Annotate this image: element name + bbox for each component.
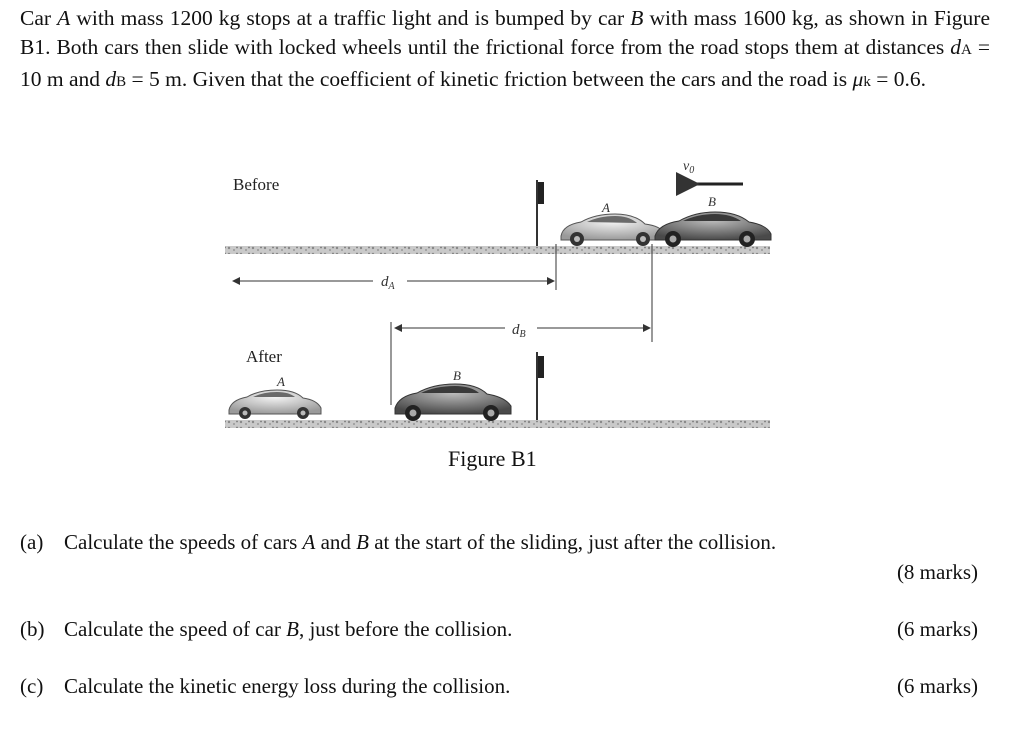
figure-b1: [215, 150, 785, 450]
marks-b: (6 marks): [896, 617, 978, 641]
traffic-light-before: [537, 180, 544, 246]
question-b: (b) Calculate the speed of car B, just before the collision.: [20, 617, 513, 641]
question-a: (a) Calculate the speeds of cars A and B at the start of the sliding, just after the collision.: [20, 530, 777, 554]
car-b-before: [655, 212, 771, 247]
question-c: (c) Calculate the kinetic energy loss during the collision.: [20, 674, 511, 698]
car-b-label-after: B: [453, 368, 461, 383]
figure-caption: Figure B1: [448, 446, 537, 471]
car-a-after: [229, 390, 321, 419]
car-a-before: [561, 214, 665, 246]
marks-a: (8 marks): [896, 560, 978, 584]
after-label: After: [246, 347, 282, 366]
car-b-label-before: B: [708, 194, 716, 209]
car-a-label-after: A: [277, 374, 285, 389]
before-label: Before: [233, 175, 280, 194]
marks-c: (6 marks): [896, 674, 978, 698]
problem-statement: Car A with mass 1200 kg stops at a traffic light and is bumped by car B with mass 1600 kg, as shown in Figure B1. Both cars then slide with locked wheels until the frictional force from the road stops them at distances dA = 10 m and dB = 5 m. Given that the coefficient of kinetic friction between the cars and the road is μk = 0.6.: [20, 6, 991, 91]
velocity-label: $v_0$: [683, 159, 695, 176]
db-label: $d_B$: [512, 322, 526, 340]
da-label: $d_A$: [381, 274, 395, 292]
road-after: [225, 420, 770, 428]
traffic-light-after: [537, 352, 544, 420]
car-a-label-before: A: [602, 200, 610, 215]
road-before: [225, 246, 770, 254]
car-b-after: [395, 384, 511, 421]
